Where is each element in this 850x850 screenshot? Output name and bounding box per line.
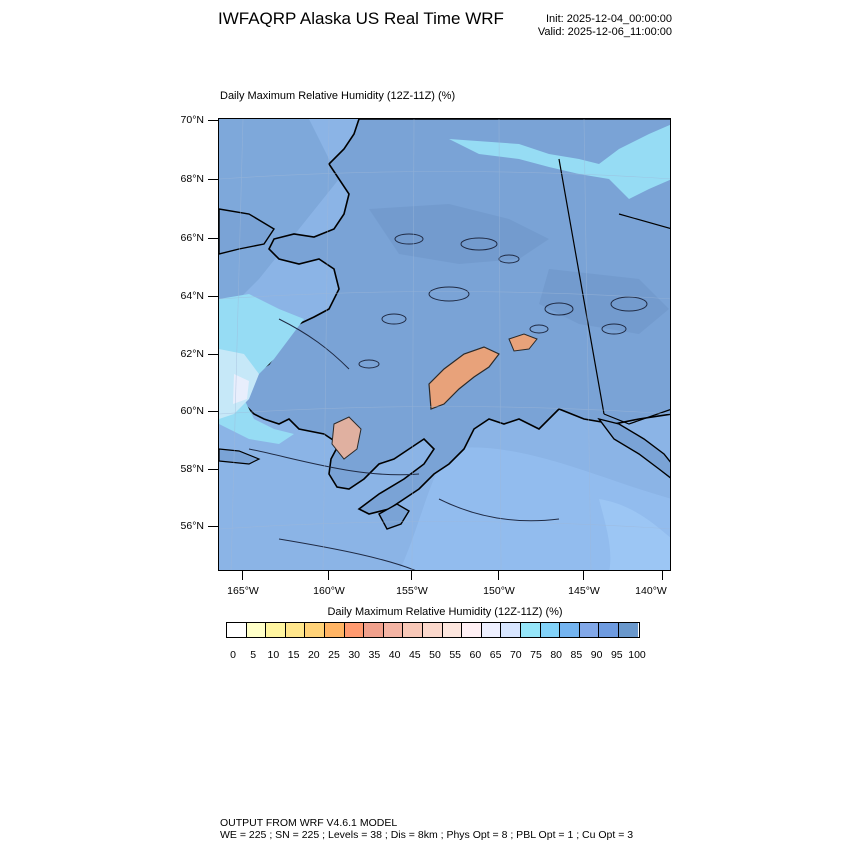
lat-label-68: 68°N <box>180 173 204 185</box>
valid-time: Valid: 2025-12-06_11:00:00 <box>537 26 672 38</box>
lat-label-56: 56°N <box>180 520 204 532</box>
colorbar-box <box>227 623 247 637</box>
colorbar-box <box>266 623 286 637</box>
colorbar-label: 5 <box>250 649 257 661</box>
colorbar-box <box>580 623 600 637</box>
lat-label-58: 58°N <box>180 463 204 475</box>
rh-map <box>219 119 671 571</box>
lon-tick <box>328 571 329 580</box>
colorbar-label: 100 <box>628 649 646 661</box>
colorbar-label: 40 <box>388 649 401 661</box>
lat-tick <box>208 179 218 180</box>
colorbar-box <box>501 623 521 637</box>
colorbar-box <box>345 623 365 637</box>
colorbar-box <box>482 623 502 637</box>
lat-tick <box>208 238 218 239</box>
colorbar-label: 80 <box>550 649 563 661</box>
colorbar-label: 45 <box>408 649 421 661</box>
colorbar-box <box>541 623 561 637</box>
lon-label-140w: 140°W <box>635 585 667 597</box>
colorbar-box <box>423 623 443 637</box>
colorbar-label: 20 <box>307 649 320 661</box>
colorbar-box <box>560 623 580 637</box>
lat-tick <box>208 296 218 297</box>
colorbar-title: Daily Maximum Relative Humidity (12Z-11Z) (%) <box>327 606 563 618</box>
colorbar-label: 85 <box>570 649 583 661</box>
colorbar-box <box>619 623 639 637</box>
lat-label-66: 66°N <box>180 232 204 244</box>
colorbar-label: 90 <box>590 649 603 661</box>
lat-label-60: 60°N <box>180 405 204 417</box>
lon-label-155w: 155°W <box>396 585 428 597</box>
colorbar-label: 50 <box>429 649 441 661</box>
colorbar-box <box>325 623 345 637</box>
colorbar-box <box>247 623 267 637</box>
map-title: Daily Maximum Relative Humidity (12Z-11Z) (%) <box>220 90 456 102</box>
lon-tick <box>242 571 243 580</box>
colorbar-box <box>462 623 482 637</box>
colorbar-box <box>364 623 384 637</box>
colorbar-box <box>305 623 325 637</box>
colorbar-box <box>403 623 423 637</box>
lon-tick <box>498 571 499 580</box>
footer-line-1: OUTPUT FROM WRF V4.6.1 MODEL <box>220 817 398 829</box>
colorbar-label: 35 <box>368 649 381 661</box>
lat-tick <box>208 354 218 355</box>
lon-label-150w: 150°W <box>483 585 515 597</box>
init-time: Init: 2025-12-04_00:00:00 <box>546 13 672 25</box>
colorbar <box>226 622 640 638</box>
colorbar-label: 30 <box>348 649 361 661</box>
lon-tick <box>662 571 663 580</box>
lat-tick <box>208 526 218 527</box>
colorbar-box <box>384 623 404 637</box>
lon-tick <box>411 571 412 580</box>
lat-label-64: 64°N <box>180 290 204 302</box>
lon-label-160w: 160°W <box>313 585 345 597</box>
colorbar-box <box>286 623 306 637</box>
colorbar-label: 60 <box>469 649 482 661</box>
colorbar-label: 65 <box>489 649 502 661</box>
colorbar-label: 55 <box>449 649 462 661</box>
lat-label-62: 62°N <box>180 348 204 360</box>
colorbar-label: 25 <box>328 649 340 661</box>
colorbar-label: 75 <box>530 649 542 661</box>
colorbar-box <box>443 623 463 637</box>
colorbar-box <box>599 623 619 637</box>
init-valid-times <box>520 13 672 39</box>
colorbar-label: 70 <box>509 649 522 661</box>
colorbar-label: 15 <box>287 649 300 661</box>
lat-tick <box>208 120 218 121</box>
colorbar-label: 10 <box>267 649 280 661</box>
lat-label-70: 70°N <box>180 114 204 126</box>
map-frame <box>218 118 671 571</box>
model-footer <box>220 817 633 841</box>
footer-line-2: WE = 225 ; SN = 225 ; Levels = 38 ; Dis = 8km ; Phys Opt = 8 ; PBL Opt = 1 ; Cu Opt = 3 <box>220 829 634 841</box>
lon-label-165w: 165°W <box>227 585 259 597</box>
lat-tick <box>208 411 218 412</box>
main-title: IWFAQRP Alaska US Real Time WRF <box>218 9 504 28</box>
lon-label-145w: 145°W <box>568 585 600 597</box>
colorbar-label: 0 <box>230 649 236 661</box>
colorbar-label: 95 <box>610 649 623 661</box>
lat-tick <box>208 469 218 470</box>
lon-tick <box>583 571 584 580</box>
colorbar-box <box>521 623 541 637</box>
